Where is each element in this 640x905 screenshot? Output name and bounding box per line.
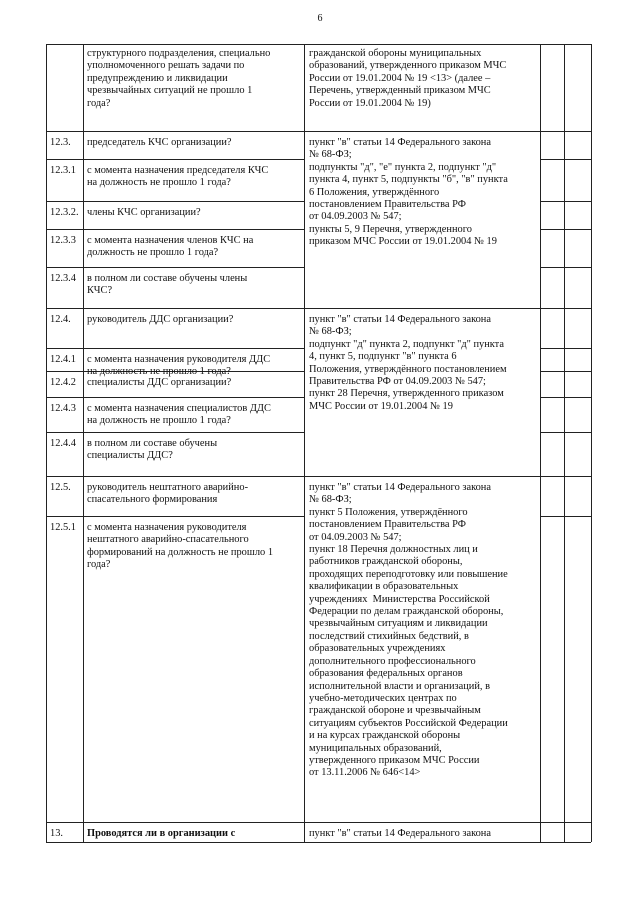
legal-reference: пункт "в" статьи 14 Федерального закона № 68-ФЗ; подпункты "д", "е" пункта 2, подпункт "д" пункта 4, пункт 5, подпункты "б", "в" пункта 6 Положения, утверждённого постановлением Правительства РФ от 04.09.2003 № 547; пункты 5, 9 Перечня, утвержденного приказом МЧС России от 19.01.2004 № 19 xyxy=(309,137,508,248)
item-number: 12.5.1 xyxy=(50,522,76,533)
row-divider xyxy=(540,397,591,398)
item-number: 12.3.4 xyxy=(50,273,76,284)
question-text: Проводятся ли в организации с xyxy=(87,828,236,839)
reference-divider xyxy=(304,44,540,45)
row-divider xyxy=(540,822,591,823)
question-text: структурного подразделения, специально уполномоченного решать задачи по предупреждению и ликвидации чрезвычайных ситуаций не прошло 1 года? xyxy=(87,48,271,109)
row-divider xyxy=(46,432,304,433)
question-text: специалисты ДДС организации? xyxy=(87,377,232,388)
reference-divider xyxy=(304,842,540,843)
row-divider xyxy=(46,44,304,45)
page-number: 6 xyxy=(317,13,323,24)
question-text: с момента назначения председателя КЧС на должность не прошло 1 года? xyxy=(87,165,269,189)
row-divider xyxy=(46,348,304,349)
row-divider xyxy=(540,201,591,202)
item-number: 13. xyxy=(50,828,63,839)
row-divider xyxy=(46,267,304,268)
item-number: 12.4.3 xyxy=(50,403,76,414)
column-divider xyxy=(304,44,305,842)
row-divider xyxy=(540,229,591,230)
reference-divider xyxy=(304,476,540,477)
item-number: 12.4.2 xyxy=(50,377,76,388)
item-number: 12.3.2. xyxy=(50,207,79,218)
row-divider xyxy=(540,371,591,372)
legal-reference: пункт "в" статьи 14 Федерального закона № 68-ФЗ; подпункт "д" пункта 2, подпункт "д" пункта 4, пункт 5, подпункт "в" пункта 6 Положения, утверждённого постановлением Правительства РФ от 04.09.2003 № 547; пункт 28 Перечня, утвержденного приказом МЧС России от 19.01.2004 № 19 xyxy=(309,314,507,412)
question-text: члены КЧС организации? xyxy=(87,207,201,218)
legal-reference: гражданской обороны муниципальных образований, утвержденного приказом МЧС России от 19.01.2004 № 19 <13> (далее – Перечень, утвержденный приказом МЧС России от 19.01.2004 № 19) xyxy=(309,48,507,109)
row-divider xyxy=(540,842,591,843)
row-divider xyxy=(540,44,591,45)
column-divider xyxy=(83,44,84,842)
question-text: с момента назначения членов КЧС на должность не прошло 1 года? xyxy=(87,235,254,259)
row-divider xyxy=(540,267,591,268)
item-number: 12.3. xyxy=(50,137,71,148)
item-number: 12.5. xyxy=(50,482,71,493)
column-divider xyxy=(591,44,592,842)
row-divider xyxy=(540,131,591,132)
item-number: 12.4. xyxy=(50,314,71,325)
item-number: 12.3.3 xyxy=(50,235,76,246)
row-divider xyxy=(46,229,304,230)
row-divider xyxy=(46,201,304,202)
row-divider xyxy=(46,397,304,398)
reference-divider xyxy=(304,308,540,309)
item-number: 12.3.1 xyxy=(50,165,76,176)
reference-divider xyxy=(304,822,540,823)
question-text: руководитель нештатного аварийно- спасательного формирования xyxy=(87,482,249,506)
question-text: председатель КЧС организации? xyxy=(87,137,232,148)
row-divider xyxy=(46,822,304,823)
row-divider xyxy=(46,476,304,477)
legal-reference: пункт "в" статьи 14 Федерального закона № 68-ФЗ; пункт 5 Положения, утверждённого постановлением Правительства РФ от 04.09.2003 № 547; пункт 18 Перечня должностных лиц и работников гражданской обороны, проходящих переподготовку или повышение квалификации в образовательных учреждениях Министерства Российской Федерации по делам гражданской обороны, чрезвычайным ситуациям и ликвидации последствий стихийных бедствий, в образовательных учреждениях дополнительного профессионального образования федеральных органов исполнительной власти и организаций, в учебно-методических центрах по гражданской обороне и чрезвычайным ситуациям субъектов Российской Федерации и на курсах гражданской обороны муниципальных образований, утвержденного приказом МЧС России от 13.11.2006 № 646<14> xyxy=(309,482,508,779)
column-divider xyxy=(46,44,47,842)
question-text: с момента назначения специалистов ДДС на должность не прошло 1 года? xyxy=(87,403,271,427)
question-text: в полном ли составе обучены члены КЧС? xyxy=(87,273,248,297)
legal-reference: пункт "в" статьи 14 Федерального закона xyxy=(309,828,491,839)
row-divider xyxy=(46,131,304,132)
item-number: 12.4.4 xyxy=(50,438,76,449)
column-divider xyxy=(564,44,565,842)
row-divider xyxy=(46,842,304,843)
question-text: с момента назначения руководителя нештатного аварийно-спасательного формирований на должность не прошло 1 года? xyxy=(87,522,274,571)
question-text: в полном ли составе обучены специалисты ДДС? xyxy=(87,438,218,462)
row-divider xyxy=(540,159,591,160)
row-divider xyxy=(46,159,304,160)
row-divider xyxy=(540,348,591,349)
row-divider xyxy=(540,476,591,477)
question-text: с момента назначения руководителя ДДС на должность не прошло 1 года? xyxy=(87,354,271,378)
row-divider xyxy=(46,516,304,517)
question-text: руководитель ДДС организации? xyxy=(87,314,234,325)
row-divider xyxy=(540,432,591,433)
row-divider xyxy=(540,308,591,309)
row-divider xyxy=(46,308,304,309)
item-number: 12.4.1 xyxy=(50,354,76,365)
row-divider xyxy=(540,516,591,517)
column-divider xyxy=(540,44,541,842)
reference-divider xyxy=(304,131,540,132)
